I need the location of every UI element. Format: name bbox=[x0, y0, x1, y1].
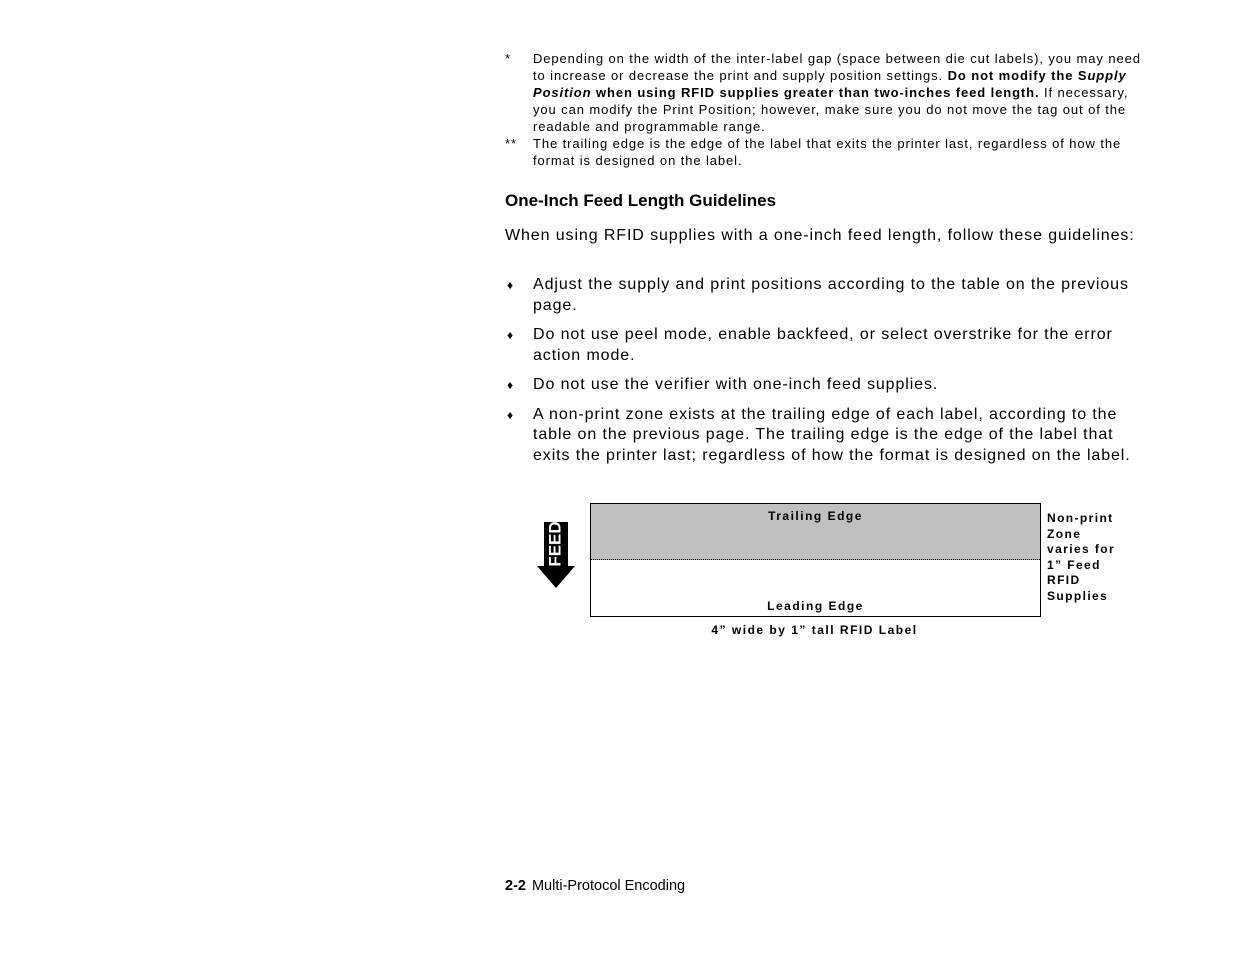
trailing-edge-label: Trailing Edge bbox=[768, 509, 863, 523]
leading-edge-label: Leading Edge bbox=[767, 599, 864, 613]
guideline-list bbox=[505, 275, 1155, 475]
feed-arrow-icon bbox=[536, 520, 576, 590]
footnote-bold-pre: Do not modify the S bbox=[947, 68, 1088, 83]
list-item-text: Adjust the supply and print positions according to the table on the previous page. bbox=[533, 276, 1129, 314]
list-item bbox=[505, 405, 1155, 467]
footnote-bold-post: when using RFID supplies greater than two-inches feed length. bbox=[591, 85, 1040, 100]
page-footer bbox=[505, 878, 685, 894]
feed-label: FEED bbox=[545, 521, 565, 567]
list-item-text: Do not use the verifier with one-inch feed supplies. bbox=[533, 376, 939, 393]
side-note-line: RFID bbox=[1047, 573, 1081, 588]
footnote-text-post: If necessary, you can modify the Print Position; however, make sure you do not move the tag out of the readable and programmable range. bbox=[533, 85, 1129, 134]
footnote-text bbox=[533, 50, 1150, 135]
list-item-text: A non-print zone exists at the trailing edge of each label, according to the table on the previous page. The trailing edge is the edge of the label that exits the printer last; regardless of how the format is designed on the label. bbox=[533, 405, 1131, 464]
footnote-mark: * bbox=[505, 51, 511, 66]
side-note-line: varies for bbox=[1047, 542, 1116, 557]
diamond-bullet-icon: ♦ bbox=[507, 378, 515, 392]
list-item bbox=[505, 325, 1155, 366]
footnote-text: The trailing edge is the edge of the label that exits the printer last, regardless of how the format is designed on the label. bbox=[533, 136, 1122, 168]
section-heading: One-Inch Feed Length Guidelines bbox=[505, 191, 777, 210]
footnote-2 bbox=[505, 135, 1150, 169]
footnote-1 bbox=[505, 50, 1150, 135]
diamond-bullet-icon: ♦ bbox=[507, 278, 515, 292]
footnote-text-pre: Depending on the width of the inter-label gap (space between die cut labels), you may need to increase or decrease the print and supply position settings. bbox=[533, 51, 1141, 83]
side-note-line: Zone bbox=[1047, 526, 1082, 541]
diamond-bullet-icon: ♦ bbox=[507, 328, 515, 342]
figure-caption: 4” wide by 1” tall RFID Label bbox=[711, 623, 918, 637]
list-item-text: Do not use peel mode, enable backfeed, or select overstrike for the error action mode. bbox=[533, 326, 1113, 364]
chapter-title: Multi-Protocol Encoding bbox=[531, 878, 686, 894]
page-number: 2-2 bbox=[505, 878, 526, 894]
section-intro: When using RFID supplies with a one-inch feed length, follow these guidelines: bbox=[505, 227, 1135, 244]
footnotes bbox=[505, 50, 1150, 169]
side-note-line: 1” Feed bbox=[1047, 557, 1101, 572]
side-note-line: Supplies bbox=[1047, 588, 1109, 603]
rfid-label-diagram bbox=[590, 503, 1041, 617]
side-note-line: Non-print bbox=[1047, 511, 1114, 525]
diamond-bullet-icon: ♦ bbox=[507, 407, 515, 422]
footnote-bold-italic: upply Position bbox=[533, 68, 1127, 100]
footnote-mark: ** bbox=[505, 136, 517, 151]
non-print-zone-note bbox=[1047, 511, 1137, 605]
list-item bbox=[505, 275, 1155, 316]
list-item bbox=[505, 375, 1155, 396]
